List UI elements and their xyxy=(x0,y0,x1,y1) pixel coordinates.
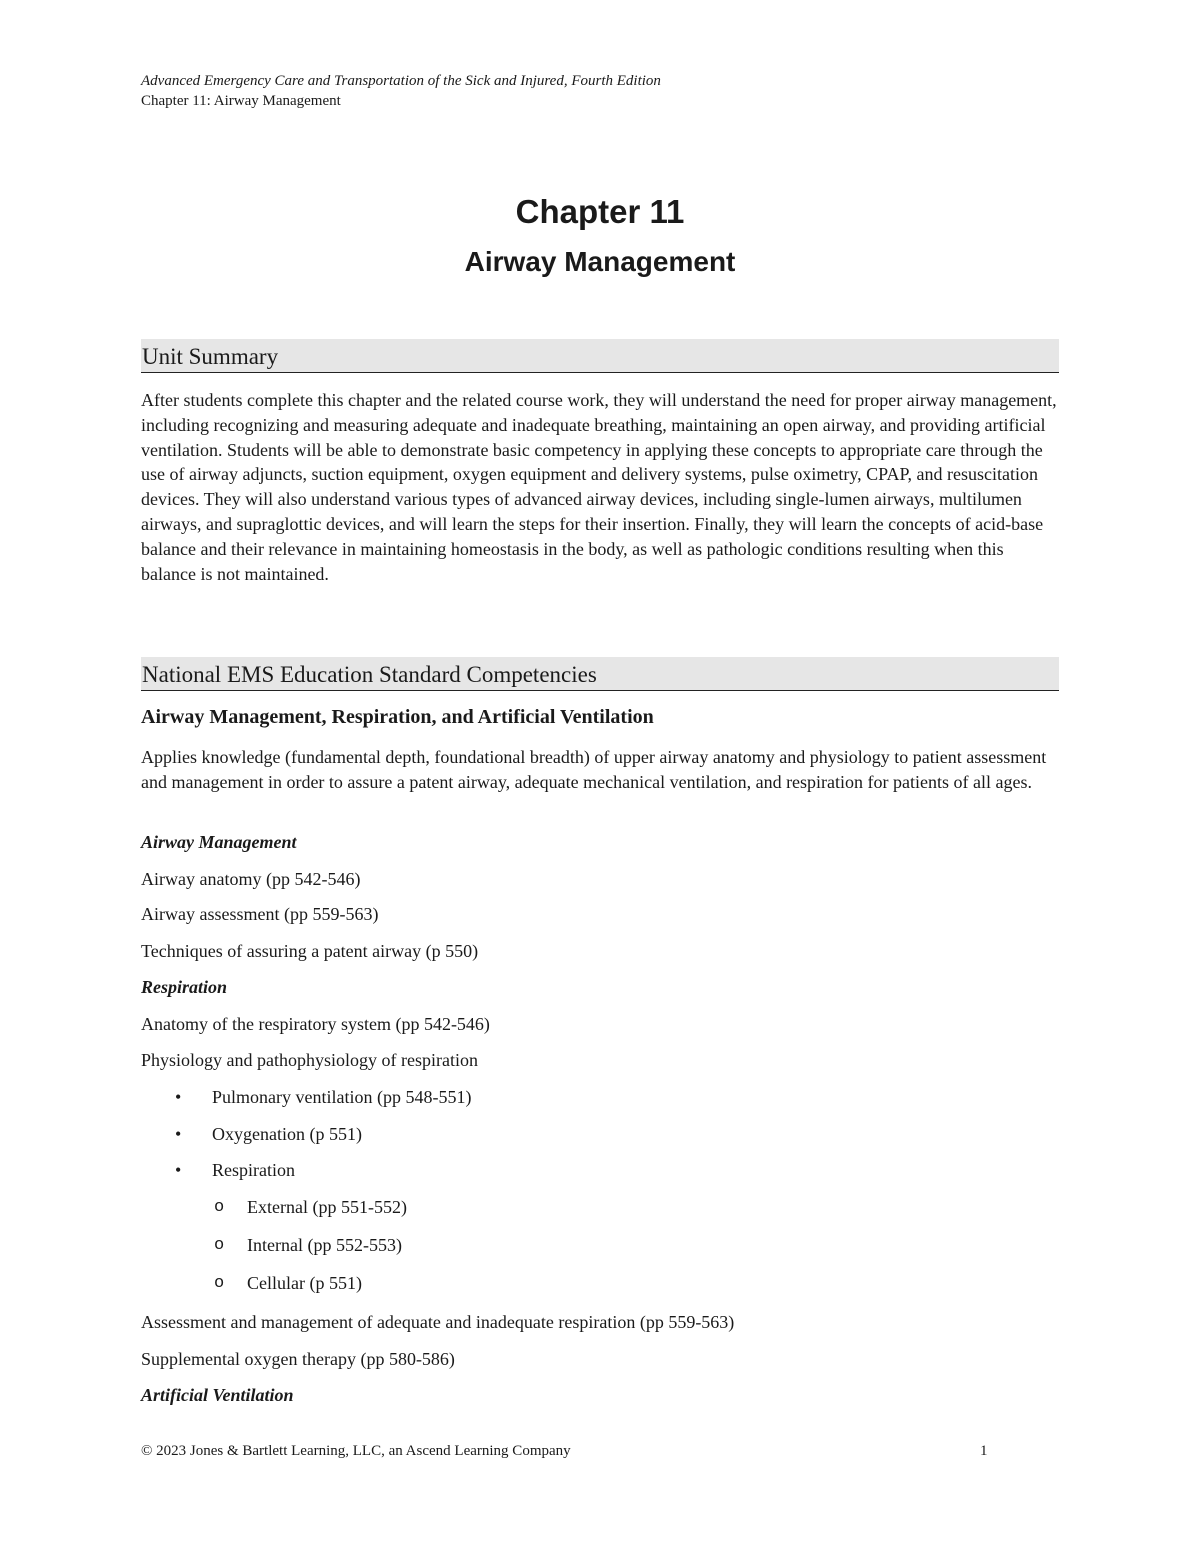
list-item: Airway assessment (pp 559-563) xyxy=(141,904,379,924)
competencies-heading: National EMS Education Standard Competencies xyxy=(141,657,1059,691)
bullet-icon: • xyxy=(175,1160,182,1180)
list-item: Respiration xyxy=(212,1160,295,1180)
list-item: Cellular (p 551) xyxy=(247,1273,362,1293)
chapter-title: Chapter 11 xyxy=(515,193,685,230)
page-number: 1 xyxy=(980,1443,988,1459)
unit-summary-heading: Unit Summary xyxy=(141,339,1059,373)
list-item: Airway anatomy (pp 542-546) xyxy=(141,869,361,889)
list-item: Assessment and management of adequate and inadequate respiration (pp 559-563) xyxy=(141,1312,735,1332)
hollow-bullet-icon: o xyxy=(214,1236,225,1255)
chapter-subtitle: Airway Management xyxy=(464,246,736,277)
list-item: External (pp 551-552) xyxy=(247,1197,407,1217)
unit-summary-body: After students complete this chapter and the related course work, they will understand the need for proper airway management, including recognizing and measuring adequate and inadequate breathing, maintaining an open airway, and providing artificial ventilation. Students will be able to demonstrate basic competency in applying these concepts to appropriate care through the use of airway adjuncts, suction equipment, oxygen equipment and delivery systems, pulse oximetry, CPAP, and resuscitation devices. They will also understand various types of advanced airway devices, including single-lumen airways, multilumen airways, and supraglottic devices, and will learn the steps for their insertion. Finally, they will learn the concepts of acid-base balance and their relevance in maintaining homeostasis in the body, as well as pathologic conditions resulting when this balance is not maintained. xyxy=(141,390,1057,584)
competencies-intro: Applies knowledge (fundamental depth, foundational breadth) of upper airway anatomy and physiology to patient assessment and management in order to assure a patent airway, adequate mechanical ventilation, and respiration for patients of all ages. xyxy=(141,747,1047,792)
bullet-icon: • xyxy=(175,1087,182,1107)
list-item: Physiology and pathophysiology of respiration xyxy=(141,1050,478,1070)
list-item: Anatomy of the respiratory system (pp 542-546) xyxy=(141,1014,490,1034)
book-title: Advanced Emergency Care and Transportation of the Sick and Injured, Fourth Edition xyxy=(141,73,661,89)
airway-management-label: Airway Management xyxy=(141,832,297,852)
copyright-footer: © 2023 Jones & Bartlett Learning, LLC, an Ascend Learning Company xyxy=(141,1443,571,1459)
list-item: Pulmonary ventilation (pp 548-551) xyxy=(212,1087,472,1107)
artificial-ventilation-label: Artificial Ventilation xyxy=(141,1385,294,1405)
competencies-subheading: Airway Management, Respiration, and Artificial Ventilation xyxy=(141,706,654,728)
bullet-icon: • xyxy=(175,1124,182,1144)
list-item: Oxygenation (p 551) xyxy=(212,1124,362,1144)
list-item: Supplemental oxygen therapy (pp 580-586) xyxy=(141,1349,455,1369)
list-item: Internal (pp 552-553) xyxy=(247,1235,402,1255)
list-item: Techniques of assuring a patent airway (p 550) xyxy=(141,941,479,961)
running-header xyxy=(141,71,661,111)
respiration-label: Respiration xyxy=(141,977,228,997)
chapter-line: Chapter 11: Airway Management xyxy=(141,93,341,109)
hollow-bullet-icon: o xyxy=(214,1198,225,1217)
hollow-bullet-icon: o xyxy=(214,1274,225,1293)
